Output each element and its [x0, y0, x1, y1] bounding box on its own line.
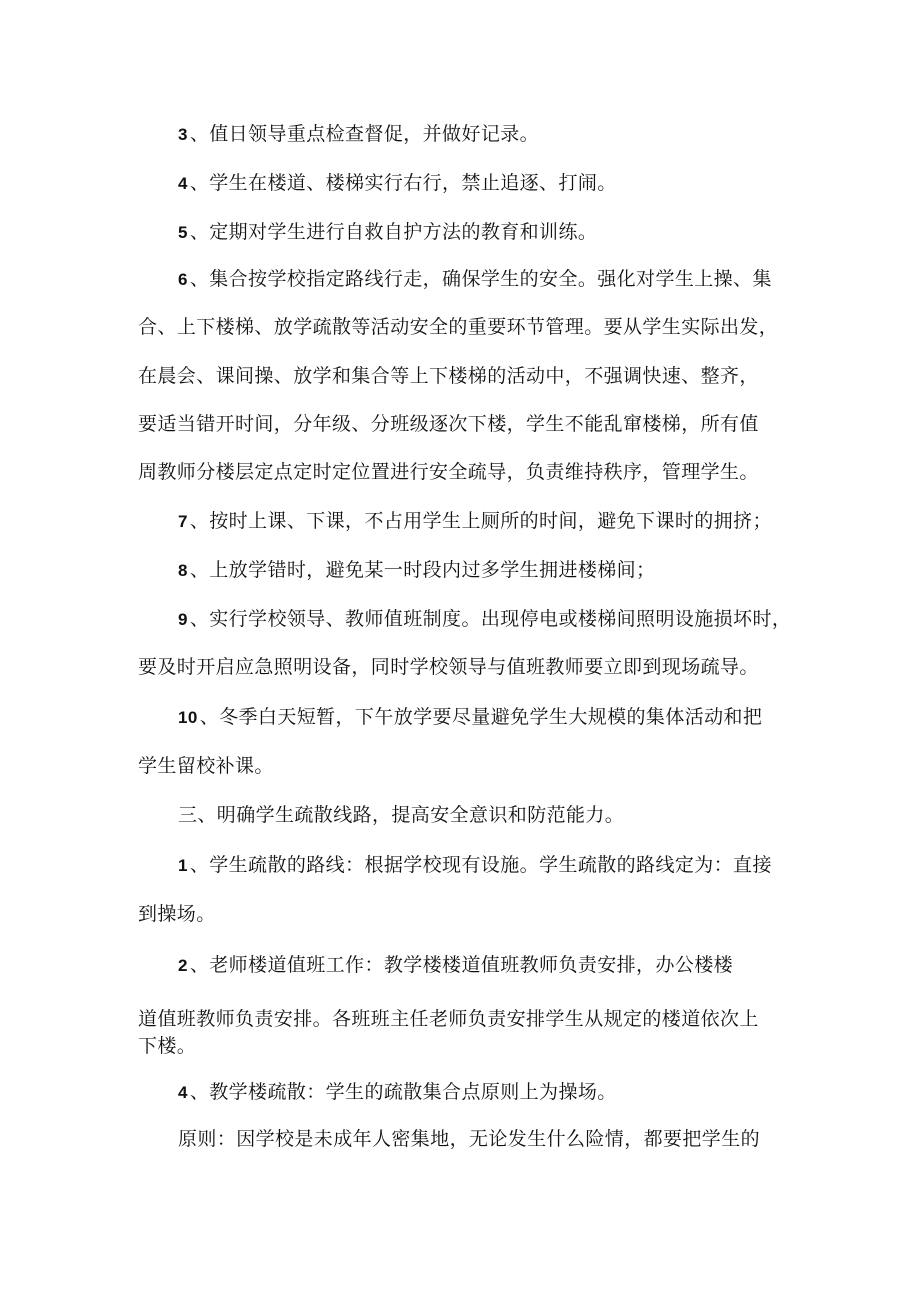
item-text: 、按时上课、下课，不占用学生上厕所的时间，避免下课时的拥挤； — [189, 510, 772, 532]
item-number: 9 — [178, 610, 188, 629]
item-text: 、学生疏散的路线：根据学校现有设施。学生疏散的路线定为：直接 — [189, 854, 772, 876]
item-text: 、值日领导重点检查督促，并做好记录。 — [189, 123, 540, 145]
item-7 — [178, 509, 772, 534]
sub-item-2 — [178, 953, 733, 978]
item-number: 6 — [178, 270, 188, 289]
item-5 — [178, 220, 597, 245]
item-6-line-2: 合、上下楼梯、放学疏散等活动安全的重要环节管理。要从学生实际出发， — [138, 316, 779, 338]
item-number: 10 — [178, 708, 198, 727]
item-number: 3 — [178, 125, 188, 144]
item-10-line-2: 学生留校补课。 — [138, 755, 274, 777]
item-6-line-4: 要适当错开时间，分年级、分班级逐次下楼，学生不能乱窜楼梯，所有值 — [138, 413, 759, 435]
item-text: 、上放学错时，避免某一时段内过多学生拥进楼梯间； — [189, 559, 656, 581]
item-4 — [178, 171, 617, 196]
item-6-line-3: 在晨会、课间操、放学和集合等上下楼梯的活动中，不强调快速、整齐， — [138, 365, 759, 387]
item-number: 8 — [178, 561, 188, 580]
item-number: 7 — [178, 512, 188, 531]
principle-paragraph: 原则：因学校是未成年人密集地，无论发生什么险情，都要把学生的 — [178, 1128, 761, 1150]
item-number: 1 — [178, 856, 188, 875]
item-6-line-5: 周教师分楼层定点定时定位置进行安全疏导，负责维持秩序，管理学生。 — [138, 461, 759, 483]
item-9-line-2: 要及时开启应急照明设备，同时学校领导与值班教师要立即到现场疏导。 — [138, 656, 759, 678]
item-9 — [178, 607, 791, 632]
item-text: 、教学楼疏散：学生的疏散集合点原则上为操场。 — [189, 1081, 617, 1103]
item-3 — [178, 122, 539, 147]
sub-item-2-line-3: 下楼。 — [138, 1035, 197, 1057]
item-text: 、集合按学校指定路线行走，确保学生的安全。强化对学生上操、集 — [189, 268, 772, 290]
item-text: 、实行学校领导、教师值班制度。出现停电或楼梯间照明设施损坏时， — [189, 608, 792, 630]
item-text: 、学生在楼道、楼梯实行右行，禁止追逐、打闹。 — [189, 172, 617, 194]
item-8 — [178, 558, 655, 583]
item-number: 4 — [178, 174, 188, 193]
item-text: 、定期对学生进行自救自护方法的教育和训练。 — [189, 221, 598, 243]
item-number: 2 — [178, 956, 188, 975]
sub-item-4 — [178, 1080, 617, 1105]
item-6 — [178, 267, 772, 292]
section-heading: 三、明确学生疏散线路，提高安全意识和防范能力。 — [178, 804, 625, 826]
item-number: 5 — [178, 223, 188, 242]
item-text: 、冬季白天短暂，下午放学要尽量避免学生大规模的集体活动和把 — [199, 706, 763, 728]
sub-item-1-line-2: 到操场。 — [138, 903, 216, 925]
sub-item-1 — [178, 853, 772, 878]
sub-item-2-line-2: 道值班教师负责安排。各班班主任老师负责安排学生从规定的楼道依次上 — [138, 1008, 759, 1030]
item-number: 4 — [178, 1083, 188, 1102]
item-10 — [178, 705, 762, 730]
item-text: 、老师楼道值班工作：教学楼楼道值班教师负责安排，办公楼楼 — [189, 954, 734, 976]
